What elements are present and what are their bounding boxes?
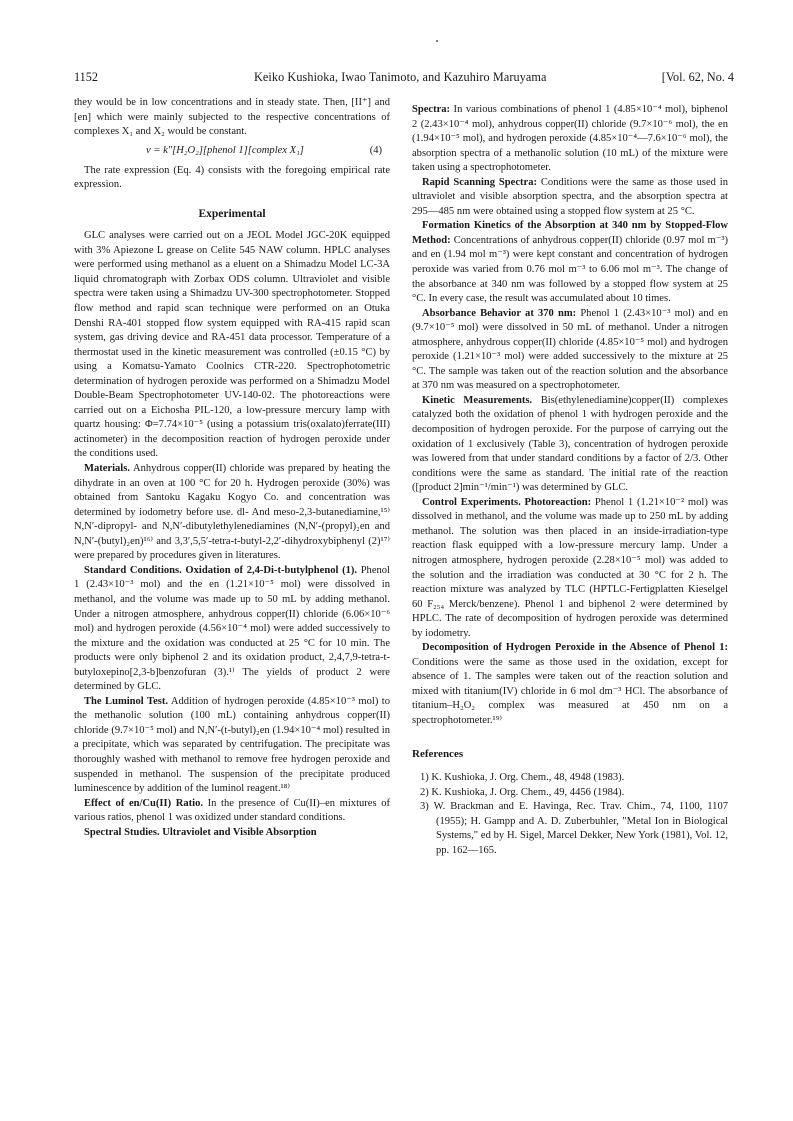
spectral-studies-paragraph	[74, 826, 390, 841]
experimental-heading: Experimental	[198, 207, 266, 220]
materials-text: Anhydrous copper(II) chloride was prepared by heating the dihydrate in an oven at 100 °C for 20 h. Hydrogen peroxide (30%) was obtained from Santoku Kagaku Kogyo Co. and concentration was determined by iodometry before use. dl- And meso-2,3-butanediamine,¹⁵⁾ N,N′-dipropyl- and N,N′-dibutylethylenediamines (N,N′-(propyl)₂en and N,N′-(butyl)₂en)¹⁶⁾ and 3,3′,5,5′-tetra-t-butyl-2,2′-dihydroxybiphenyl (2)¹⁷⁾ were prepared by procedures given in literatures.	[74, 463, 390, 562]
reference-item: 3) W. Brackman and E. Havinga, Rec. Trav. Chim., 74, 1100, 1107 (1955); H. Gampp and A. D. Zuberbuhler, "Metal Ion in Biological Systems," ed by H. Sigel, Marcel Dekker, New York (1981), Vol. 12, pp. 162—165.	[420, 801, 728, 856]
spectra-paragraph	[412, 103, 728, 176]
control-experiments-text: Phenol 1 (1.21×10⁻² mol) was dissolved in methanol, and the volume was made up to 250 mL by adding methanol. The solution was then placed in an inside-irradiation-type reaction flask equipped with a low-pressure mercury lamp. Under a nitrogen atmosphere, hydrogen peroxide (2.28×10⁻⁵ mol) was added to the solution and the irradiation was conducted at 30 °C for 2 h. The reaction mixture was analyzed by TLC (HPTLC-Fertigplatten Kieselgel 60 F₂₅₄ Merck/benzene). Phenol 1 and biphenol 2 were determined by HPLC. The rate of decomposition of hydrogen peroxide was determined by iodometry.	[412, 496, 728, 639]
kinetic-measurements-paragraph	[412, 394, 728, 496]
luminol-text: Addition of hydrogen peroxide (4.85×10⁻³ mol) to the methanolic solution (100 mL) containing anhydrous copper(II) chloride (9.7×10⁻⁵ mol) and N,N′-(t-butyl)₂en (1.94×10⁻⁴ mol) resulted in a precipitate, which was separated by centrifugation. The precipitate was thoroughly washed with methanol to remove free hydrogen peroxide and suspended in methanol. The suspension of the precipitate produced luminescence by addition of the luminol reagent.¹⁸⁾	[74, 695, 390, 795]
formation-kinetics-heading: Formation Kinetics of the Absorption at 340 nm by Stopped-Flow Method:	[412, 220, 728, 246]
volume-info: [Vol. 62, No. 4	[661, 70, 734, 84]
decomposition-heading: Decomposition of Hydrogen Peroxide in the Absence of Phenol 1:	[422, 642, 728, 654]
absorbance-text: Phenol 1 (2.43×10⁻³ mol) and en (9.7×10⁻⁵ mol) were dissolved in 50 mL of methanol. Under a nitrogen atmosphere, anhydrous copper(II) chloride (4.85×10⁻⁵ mol) and hydrogen peroxide (1.21×10⁻³ mol) were added successively to the mixture at 25 °C. The sample was taken out of the reaction solution and the absorbance at 370 nm was measured on a spectrophotometer.	[412, 307, 728, 392]
standard-conditions-paragraph	[74, 564, 390, 695]
page-number: 1152	[74, 70, 98, 84]
decomposition-paragraph	[412, 641, 728, 728]
kinetic-measurements-text: Bis(ethylenediamine)copper(II) complexes catalyzed both the oxidation of phenol 1 with hydrogen peroxide and the decomposition of hydrogen peroxide. For the purpose of carrying out the oxidation of 1 exclusively (Table 3), concentration of hydrogen peroxide was lowered from that under standard conditions by a factor of 2/3. Other conditions were the same as standard. The initial rate of the reaction ([product 2]min⁻¹/min⁻¹) was determined by GLC.	[412, 394, 728, 494]
effect-ratio-paragraph	[74, 797, 390, 826]
materials-heading: Materials.	[84, 463, 130, 475]
spectra-text: In various combinations of phenol 1 (4.85×10⁻⁴ mol), biphenol 2 (2.43×10⁻⁴ mol), anhydrous copper(II) chloride (9.7×10⁻⁶ mol), the en (1.94×10⁻⁵ mol), and hydrogen peroxide (4.85×10⁻⁴—7.6×10⁻⁶ mol), the absorption spectra of a methanolic solution (10 mL) of the mixture were taken using a spectrophotometer.	[412, 104, 728, 174]
effect-ratio-text: In the presence of Cu(II)–en mixtures of various ratios, phenol 1 was oxidized under standard conditions.	[74, 797, 390, 824]
running-header	[74, 70, 734, 86]
effect-ratio-heading: Effect of en/Cu(II) Ratio.	[84, 797, 204, 809]
equation-number: (4)	[369, 144, 382, 156]
formation-kinetics-text: Concentrations of anhydrous copper(II) chloride (0.97 mol m⁻³) and en (1.94 mol m⁻³) were kept constant and concentration of hydrogen peroxide was varied from 0.76 mol m⁻³ to 6.06 mol m⁻³. The change of the absorbance at 340 nm was followed by a stopped flow system at 25 °C. In every case, the result was accumulated about 10 times.	[412, 234, 728, 305]
absorbance-heading: Absorbance Behavior at 370 nm:	[422, 307, 577, 319]
reference-item: 2) K. Kushioka, J. Org. Chem., 49, 4456 (1984).	[420, 786, 625, 798]
formation-kinetics-paragraph	[412, 219, 728, 306]
kinetic-measurements-heading: Kinetic Measurements.	[422, 394, 533, 406]
control-experiments-paragraph	[412, 496, 728, 641]
rapid-scan-text: Conditions were the same as those used in ultraviolet and visible absorption spectra, and the absorption spectra at 295—485 nm were obtained using a stopped flow system at 25 °C.	[412, 176, 728, 217]
luminol-heading: The Luminol Test.	[84, 695, 169, 707]
references-heading: References	[412, 747, 464, 760]
instrumentation-paragraph: GLC analyses were carried out on a JEOL Model JGC-20K equipped with 3% Apiezone L grease on Celite 545 NAW column. HPLC analyses were performed using methanol as a eluent on a Shimadzu Model LC-3A liquid chromatograph with Zorbax ODS column. Ultraviolet and visible spectra were taken using a Shimadzu UV-300 spectrophotometer. Stopped flow method and rapid scan technique were performed on an Otuka Denshi RA-401 stopped flow system equipped with RA-415 rapid scan system, gas driving device and RA-451 data processor. Temperature of a thermostat used in the kinetic measurement was controlled (±0.15 °C) by using a Komatsu-Yamato Coolnics CTR-220. Spectrophotometric determination of hydrogen peroxide was performed on a Shimadzu Model Double-Beam Spectrophotometer UV-140-02. The photoreactions were carried out on a Eichosha PIL-120, a low-pressure mercury lamp with quartz housing: Φ=7.74×10⁻⁵ (using a potassium tris(oxalato)ferrate(III) actinometer) in the decomposition reaction of hydrogen peroxide under the conditions used.	[74, 230, 390, 460]
reference-list	[420, 771, 728, 858]
luminol-paragraph	[74, 695, 390, 797]
scan-speck	[436, 40, 438, 42]
absorbance-paragraph	[412, 307, 728, 394]
spectral-studies-heading: Spectral Studies. Ultraviolet and Visible Absorption	[84, 826, 317, 838]
left-column	[74, 96, 390, 840]
decomposition-text: Conditions were the same as those used in the oxidation, except for absence of 1. The samples were taken out of the reaction solution and mixed with titanium(IV) chloride in 6 mol dm⁻³ HCl. The absorbance of titanium–H₂O₂ complex was measured at 450 nm on a spectrophotometer.¹⁹⁾	[412, 656, 728, 726]
equation-expression: v = k″[H₂O₂][phenol 1][complex X₁]	[146, 144, 304, 156]
rate-expression-paragraph: The rate expression (Eq. 4) consists with the foregoing empirical rate expression.	[74, 164, 390, 191]
reference-item: 1) K. Kushioka, J. Org. Chem., 48, 4948 (1983).	[420, 772, 625, 784]
right-column	[412, 103, 728, 858]
standard-conditions-text: Phenol 1 (2.43×10⁻³ mol) and the en (1.21×10⁻⁵ mol) were dissolved in methanol, and the volume was made up to 50 mL by adding methanol. Under a nitrogen atmosphere, anhydrous copper(II) chloride (6.06×10⁻⁶ mol) and hydrogen peroxide (4.56×10⁻⁴ mol) were added successively to the mixture and the oxidation was conducted at 25 °C for 10 min. The products were only biphenol 2 and its oxidation product, 2,4,7,9-tetra-t-butyloxepino[2,3-b]benzofuran (3).¹⁾ The yields of product 2 were determined by GLC.	[74, 564, 390, 693]
intro-paragraph: they would be in low concentrations and in steady state. Then, [II⁺] and [en] which were mainly subjected to the respective concentrations of complexes X₁ and X₂ would be constant.	[74, 97, 390, 138]
standard-conditions-heading: Standard Conditions. Oxidation of 2,4-Di-t-butylphenol (1).	[84, 564, 358, 576]
materials-paragraph	[74, 462, 390, 564]
control-experiments-heading: Control Experiments. Photoreaction:	[422, 496, 592, 508]
rapid-scan-heading: Rapid Scanning Spectra:	[422, 176, 538, 188]
running-authors: Keiko Kushioka, Iwao Tanimoto, and Kazuhiro Maruyama	[254, 70, 547, 84]
equation-4	[74, 140, 390, 162]
rapid-scan-paragraph	[412, 176, 728, 220]
spectra-heading: Spectra:	[412, 104, 451, 115]
